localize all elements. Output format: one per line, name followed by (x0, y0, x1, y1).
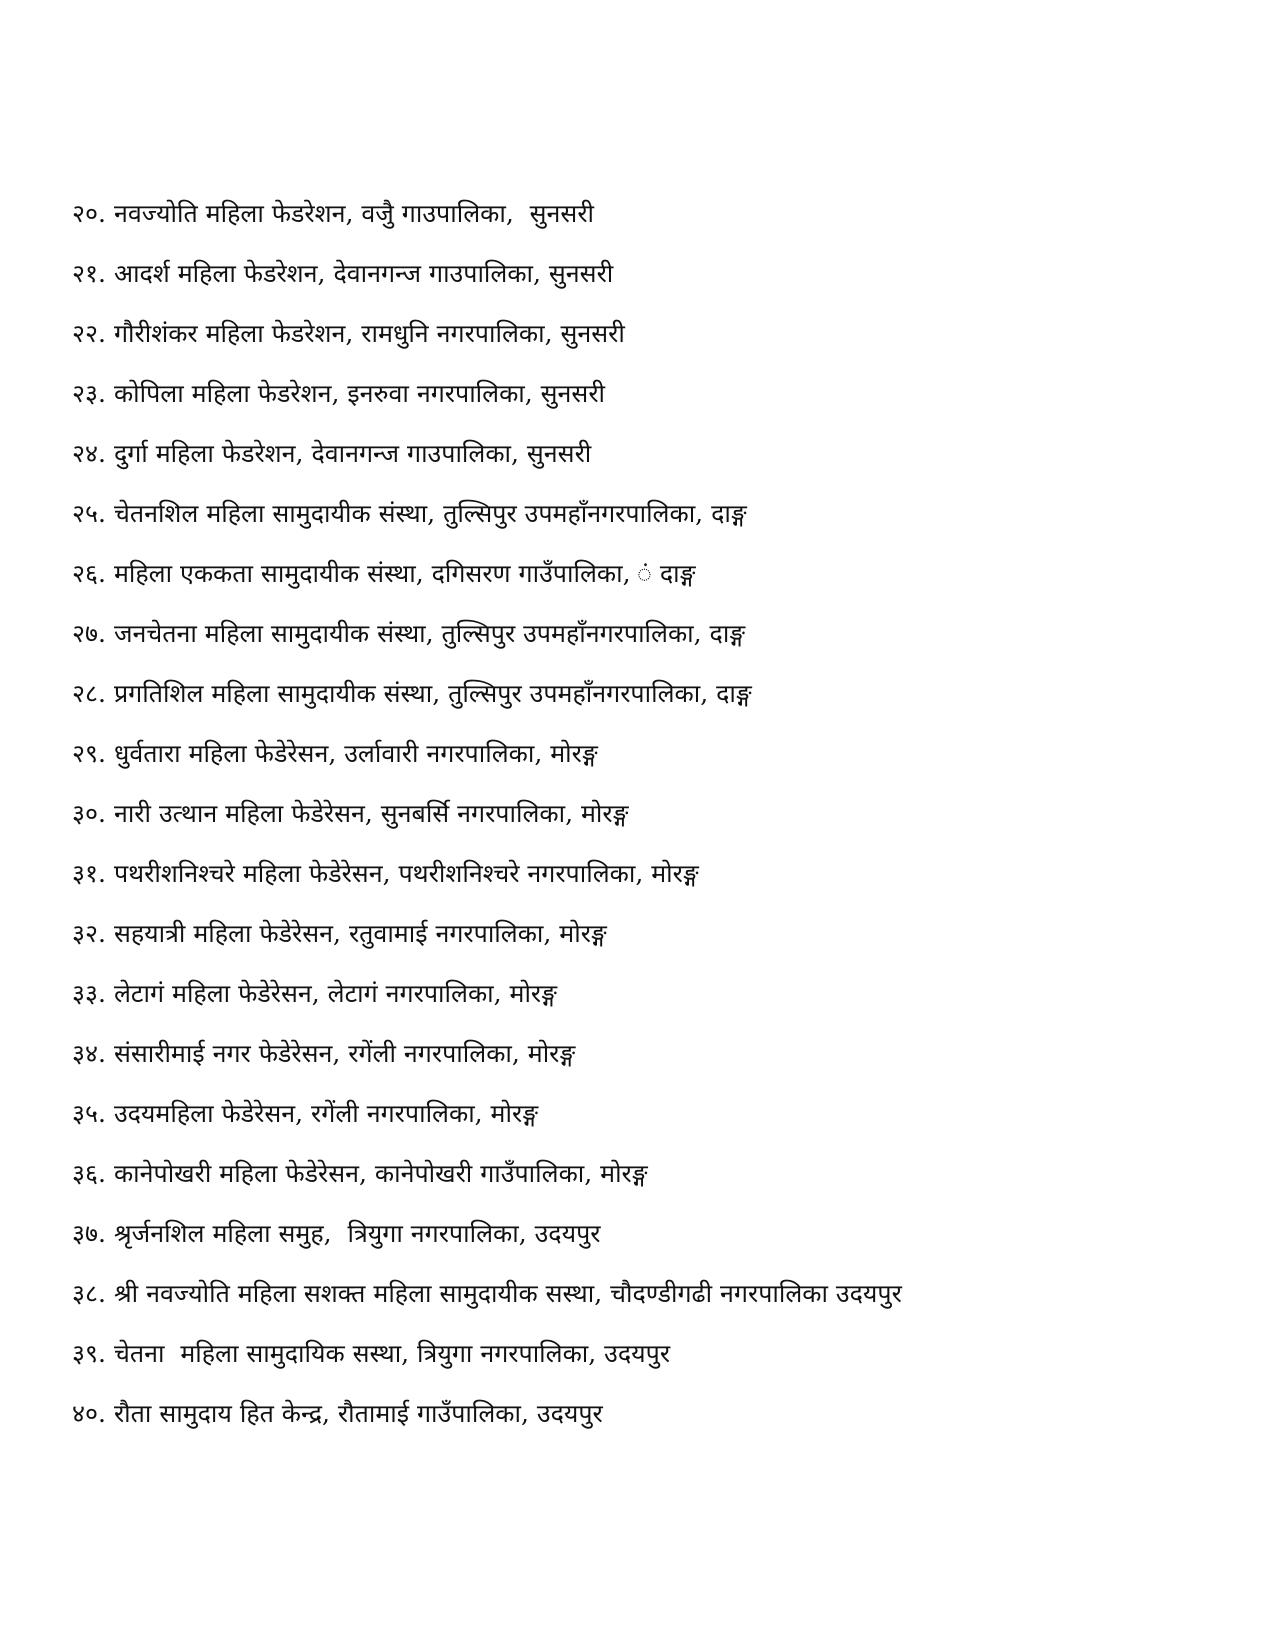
item-number: ३९. (72, 1339, 106, 1368)
item-text: चेतना महिला सामुदायिक सस्था, त्रियुगा नगरपालिका, उदयपुर (113, 1339, 671, 1368)
list-item (72, 1272, 1222, 1332)
item-text: उदयमहिला फेडेरेसन, रगेंली नगरपालिका, मोरङ्ग (113, 1099, 539, 1128)
list-item (72, 312, 1222, 372)
item-text: चेतनशिल महिला सामुदायीक संस्था, तुल्सिपुर उपमहाँनगरपालिका, दाङ्ग (113, 499, 747, 528)
item-number: ३७. (72, 1219, 106, 1248)
list-item (72, 672, 1222, 732)
list-item (72, 1032, 1222, 1092)
item-number: २२. (72, 319, 106, 348)
list-item (72, 1092, 1222, 1152)
item-text: गौरीशंकर महिला फेडरेशन, रामधुनि नगरपालिका, सुनसरी (113, 319, 625, 348)
item-number: ३५. (72, 1099, 106, 1128)
organization-list (72, 192, 1222, 1452)
item-number: २३. (72, 379, 106, 408)
item-text: धुर्वतारा महिला फेडेरेसन, उर्लावारी नगरपालिका, मोरङ्ग (113, 739, 598, 768)
list-item (72, 792, 1222, 852)
item-number: ३६. (72, 1159, 106, 1188)
item-text: श्रृर्जनशिल महिला समुह, त्रियुगा नगरपालिका, उदयपुर (113, 1219, 601, 1248)
item-text: श्री नवज्योति महिला सशक्त महिला सामुदायीक सस्था, चौदण्डीगढी नगरपालिका उदयपुर (113, 1279, 902, 1308)
item-number: ३०. (72, 799, 106, 828)
item-text: दुर्गा महिला फेडरेशन, देवानगन्ज गाउपालिका, सुनसरी (113, 439, 592, 468)
item-text: प्रगतिशिल महिला सामुदायीक संस्था, तुल्सिपुर उपमहाँनगरपालिका, दाङ्ग (113, 679, 752, 708)
item-text: पथरीशनिश्चरे महिला फेडेरेसन, पथरीशनिश्चरे नगरपालिका, मोरङ्ग (113, 859, 699, 888)
list-item (72, 432, 1222, 492)
list-item (72, 1392, 1222, 1452)
list-item (72, 852, 1222, 912)
list-item (72, 1212, 1222, 1272)
item-number: २८. (72, 679, 106, 708)
item-number: ४०. (72, 1399, 106, 1428)
item-number: ३८. (72, 1279, 106, 1308)
item-number: २९. (72, 739, 106, 768)
item-text: महिला एककता सामुदायीक संस्था, दगिसरण गाउँपालिका, ं दाङ्ग (113, 559, 696, 588)
item-number: २१. (72, 259, 106, 288)
item-number: २५. (72, 499, 106, 528)
item-text: लेटागं महिला फेडेरेसन, लेटागं नगरपालिका, मोरङ्ग (113, 979, 557, 1008)
item-text: संसारीमाई नगर फेडेरेसन, रगेंली नगरपालिका, मोरङ्ग (113, 1039, 576, 1068)
list-item (72, 972, 1222, 1032)
list-item (72, 1332, 1222, 1392)
item-text: नारी उत्थान महिला फेडेरेसन, सुनबर्सि नगरपालिका, मोरङ्ग (113, 799, 629, 828)
list-item (72, 192, 1222, 252)
item-text: नवज्योति महिला फेडरेशन, वजैु गाउपालिका, सुनसरी (113, 199, 595, 228)
list-item (72, 552, 1222, 612)
item-number: २०. (72, 199, 106, 228)
list-item (72, 492, 1222, 552)
item-number: २६. (72, 559, 106, 588)
item-number: ३४. (72, 1039, 106, 1068)
list-item (72, 1152, 1222, 1212)
list-item (72, 372, 1222, 432)
item-number: ३३. (72, 979, 106, 1008)
list-item (72, 612, 1222, 672)
item-text: जनचेतना महिला सामुदायीक संस्था, तुल्सिपुर उपमहाँनगरपालिका, दाङ्ग (113, 619, 746, 648)
item-number: २७. (72, 619, 106, 648)
item-number: ३१. (72, 859, 106, 888)
item-number: २४. (72, 439, 106, 468)
item-text: सहयात्री महिला फेडेरेसन, रतुवामाई नगरपालिका, मोरङ्ग (113, 919, 607, 948)
list-item (72, 912, 1222, 972)
item-text: आदर्श महिला फेडरेशन, देवानगन्ज गाउपालिका, सुनसरी (113, 259, 614, 288)
item-text: कोपिला महिला फेडरेशन, इनरुवा नगरपालिका, सुनसरी (113, 379, 606, 408)
list-item (72, 732, 1222, 792)
item-number: ३२. (72, 919, 106, 948)
item-text: कानेपोखरी महिला फेडेरेसन, कानेपोखरी गाउँपालिका, मोरङ्ग (113, 1159, 648, 1188)
item-text: रौता सामुदाय हित केन्द्र, रौतामाई गाउँपालिका, उदयपुर (113, 1399, 603, 1428)
list-item (72, 252, 1222, 312)
